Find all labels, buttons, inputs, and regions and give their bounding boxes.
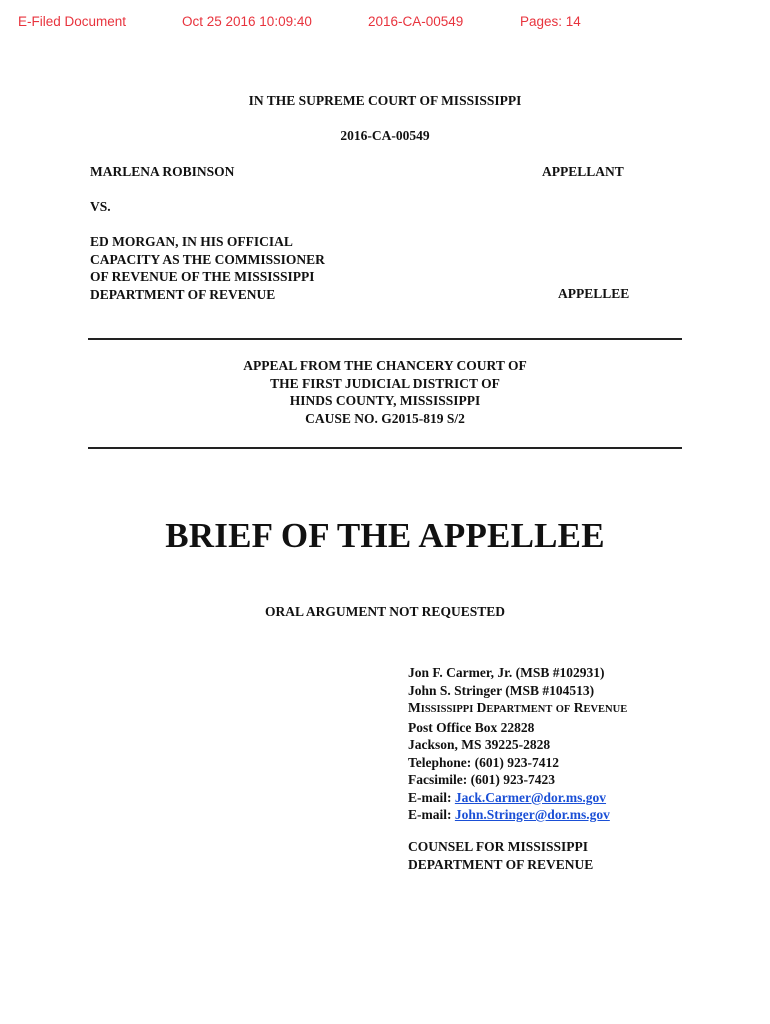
counsel-designation	[408, 838, 593, 873]
divider-bottom	[88, 447, 682, 449]
appeal-line: HINDS COUNTY, MISSISSIPPI	[289, 393, 481, 408]
email-label: E-mail:	[408, 807, 455, 822]
court-name: IN THE SUPREME COURT OF MISSISSIPPI	[248, 93, 522, 108]
facsimile: Facsimile: (601) 923-7423	[408, 772, 555, 787]
signature-block	[408, 664, 627, 824]
appeal-line: THE FIRST JUDICIAL DISTRICT OF	[270, 375, 500, 391]
counsel-line: DEPARTMENT OF REVENUE	[408, 856, 594, 872]
oral-argument-note: ORAL ARGUMENT NOT REQUESTED	[265, 604, 505, 619]
city-line: Jackson, MS 39225-2828	[408, 737, 551, 752]
organization-name: MISSISSIPPI DEPARTMENT OF REVENUE	[408, 700, 628, 715]
appellant-name: MARLENA ROBINSON	[90, 164, 235, 179]
telephone: Telephone: (601) 923-7412	[408, 754, 559, 770]
email-label: E-mail:	[408, 789, 455, 805]
attorney-line: Jon F. Carmer, Jr. (MSB #102931)	[408, 665, 605, 680]
appeal-line: APPEAL FROM THE CHANCERY COURT OF	[243, 358, 527, 373]
counsel-line: COUNSEL FOR MISSISSIPPI	[408, 839, 589, 854]
email-row	[408, 806, 627, 824]
efiled-case-number: 2016-CA-00549	[368, 14, 464, 29]
email-link-carmer[interactable]: Jack.Carmer@dor.ms.gov	[454, 789, 607, 805]
appellant-role: APPELLANT	[542, 164, 624, 179]
versus-label: VS.	[90, 199, 111, 214]
efiled-page-count: Pages: 14	[520, 14, 581, 29]
divider-top	[88, 338, 682, 340]
docket-number: 2016-CA-00549	[340, 128, 430, 143]
po-box: Post Office Box 22828	[408, 719, 535, 735]
appellee-line: ED MORGAN, IN HIS OFFICIAL	[90, 234, 293, 249]
appellee-line: CAPACITY AS THE COMMISSIONER	[90, 251, 325, 267]
document-title: BRIEF OF THE APPELLEE	[165, 516, 605, 555]
attorney-line: John S. Stringer (MSB #104513)	[408, 682, 595, 698]
appeal-line: CAUSE NO. G2015-819 S/2	[305, 410, 465, 426]
email-row	[408, 789, 627, 807]
email-link-stringer[interactable]: John.Stringer@dor.ms.gov	[454, 807, 610, 822]
appellee-name-block	[90, 233, 325, 303]
appellee-line: OF REVENUE OF THE MISSISSIPPI	[90, 269, 315, 284]
appellee-line: DEPARTMENT OF REVENUE	[90, 286, 276, 302]
efiled-label: E-Filed Document	[18, 14, 127, 29]
efiled-datetime: Oct 25 2016 10:09:40	[182, 14, 312, 29]
appeal-from-block	[0, 357, 770, 427]
appellee-role: APPELLEE	[558, 286, 630, 301]
